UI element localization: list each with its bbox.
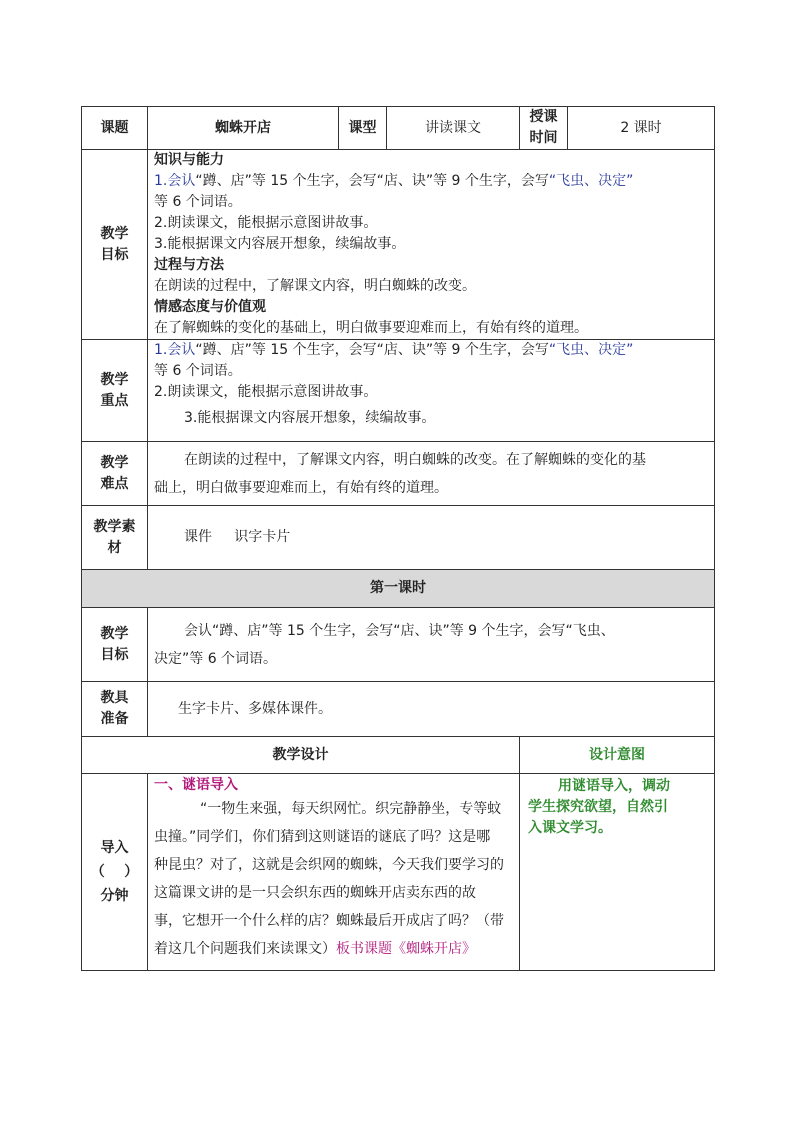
tools-label (82, 682, 148, 737)
tools-row (82, 682, 715, 737)
period-goals-line-1: 会认“蹲、店”等 15 个生字，会写“店、诀”等 9 个生字，会写“飞虫、 (184, 622, 615, 639)
goals-content (148, 150, 715, 340)
header-row (82, 107, 715, 150)
materials-label-line1: 教学素 (93, 518, 136, 535)
goal-item-2: 2.朗读课文，能根据示意图讲故事。 (154, 215, 378, 231)
key-points-content (148, 340, 715, 442)
goal-item-1-q2: “店、诀” (376, 173, 434, 189)
key-points-label-line1: 教学 (100, 371, 129, 388)
lesson-plan-table (81, 106, 715, 971)
key-item-1 (154, 340, 714, 361)
materials-label-line2: 材 (107, 539, 122, 556)
process-text: 在朗读的过程中，了解课文内容，明白蜘蛛的改变。 (154, 278, 476, 294)
materials-content (148, 506, 715, 570)
difficulties-line-1: 在朗读的过程中，了解课文内容，明白蜘蛛的改变。在了解蜘蛛的变化的基 (184, 451, 646, 468)
difficulties-label-line2: 难点 (100, 475, 129, 492)
intent-line-1: 用谜语导入，调动 (558, 778, 670, 794)
key-points-label-line2: 重点 (100, 392, 129, 409)
goals-label-line2: 目标 (100, 246, 129, 263)
difficulties-content (148, 442, 715, 506)
intro-line-1: “一物生来强，每天织网忙。织完静静坐，专等蚊 (200, 801, 502, 817)
emotion-title: 情感态度与价值观 (154, 299, 266, 315)
materials-label (82, 506, 148, 570)
intent-head: 设计意图 (520, 737, 715, 774)
goal-item-3: 3.能根据课文内容展开想象，续编故事。 (154, 236, 406, 252)
goals-label (82, 150, 148, 340)
intro-label-line3: 分钟 (100, 888, 129, 904)
design-header-row (82, 737, 715, 774)
first-period-row (82, 570, 715, 608)
intro-line-6-highlight: 板书课题《蜘蛛开店》 (336, 941, 476, 957)
period-goals-label-line1: 教学 (100, 625, 129, 642)
key-item-2: 2.朗读课文，能根据示意图讲故事。 (154, 384, 378, 400)
type-label: 课型 (339, 107, 387, 150)
intro-label (82, 774, 148, 971)
topic-label: 课题 (82, 107, 148, 150)
intro-section-title: 一、谜语导入 (154, 777, 238, 793)
goal-item-1-cont: 等 6 个词语。 (154, 194, 242, 210)
tools-text: 生字卡片、多媒体课件。 (178, 700, 332, 717)
goal-item-1-mid2: 等 9 个生字，会写 (433, 173, 549, 189)
tools-label-line1: 教具 (100, 690, 129, 706)
key-item-1-mid1: 等 15 个生字，会写 (251, 342, 377, 358)
intro-line-3: 种昆虫？对了，这就是会织网的蜘蛛，今天我们要学习的 (154, 857, 504, 873)
tools-label-line2: 准备 (100, 711, 129, 727)
intent-content (520, 774, 715, 971)
intro-row (82, 774, 715, 971)
time-label-line2: 时间 (529, 130, 558, 146)
goals-row (82, 150, 715, 340)
period-goals-content (148, 608, 715, 682)
design-head: 教学设计 (82, 737, 520, 774)
goal-item-1-mid1: 等 15 个生字，会写 (251, 173, 377, 189)
period-goals-line-2: 决定”等 6 个词语。 (154, 650, 278, 667)
key-item-1-cont: 等 6 个词语。 (154, 363, 242, 379)
first-period-title: 第一课时 (82, 570, 715, 608)
knowledge-title: 知识与能力 (154, 152, 224, 168)
key-points-row (82, 340, 715, 442)
key-item-1-q3: “飞虫、决定” (548, 342, 634, 358)
intro-line-6 (154, 935, 519, 963)
intro-line-4: 这篇课文讲的是一只会织东西的蜘蛛开店卖东西的故 (154, 885, 476, 901)
goal-item-1-q1: “蹲、店” (195, 173, 252, 189)
topic-value: 蜘蛛开店 (148, 107, 339, 150)
key-item-1-q2: “店、诀” (376, 342, 434, 358)
key-item-1-mid2: 等 9 个生字，会写 (433, 342, 549, 358)
key-points-label (82, 340, 148, 442)
time-value: 2 课时 (568, 107, 715, 150)
intent-line-3: 入课文学习。 (528, 820, 612, 836)
period-goals-row (82, 608, 715, 682)
key-item-1-prefix: 1.会认 (154, 342, 196, 358)
intro-content (148, 774, 520, 971)
emotion-text: 在了解蜘蛛的变化的基础上，明白做事要迎难而上，有始有终的道理。 (154, 320, 588, 336)
key-item-3: 3.能根据课文内容展开想象，续编故事。 (184, 410, 436, 426)
materials-text: 课件 识字卡片 (184, 529, 291, 545)
key-item-1-q1: “蹲、店” (195, 342, 252, 358)
intro-label-line2: （ ） (90, 864, 139, 880)
goal-item-1 (154, 171, 714, 192)
difficulties-row (82, 442, 715, 506)
period-goals-label-line2: 目标 (100, 646, 129, 663)
type-value: 讲读课文 (387, 107, 520, 150)
process-title: 过程与方法 (154, 257, 224, 273)
intro-label-line1: 导入 (100, 840, 129, 856)
tools-content (148, 682, 715, 737)
time-label-line1: 授课 (529, 109, 558, 125)
goal-item-1-prefix: 1.会认 (154, 173, 196, 189)
difficulties-label (82, 442, 148, 506)
goal-item-1-q3: “飞虫、决定” (548, 173, 634, 189)
time-label (520, 107, 568, 150)
intent-line-2: 学生探究欲望，自然引 (528, 799, 668, 815)
intro-line-2: 虫撞。”同学们，你们猜到这则谜语的谜底了吗？这是哪 (154, 829, 491, 845)
intro-line-5: 事，它想开一个什么样的店？蜘蛛最后开成店了吗？（带 (154, 913, 504, 929)
difficulties-label-line1: 教学 (100, 454, 129, 471)
goals-label-line1: 教学 (100, 225, 129, 242)
intro-line-6-prefix: 着这几个问题我们来读课文） (154, 941, 336, 957)
difficulties-line-2: 础上，明白做事要迎难而上，有始有终的道理。 (154, 479, 448, 496)
period-goals-label (82, 608, 148, 682)
materials-row (82, 506, 715, 570)
